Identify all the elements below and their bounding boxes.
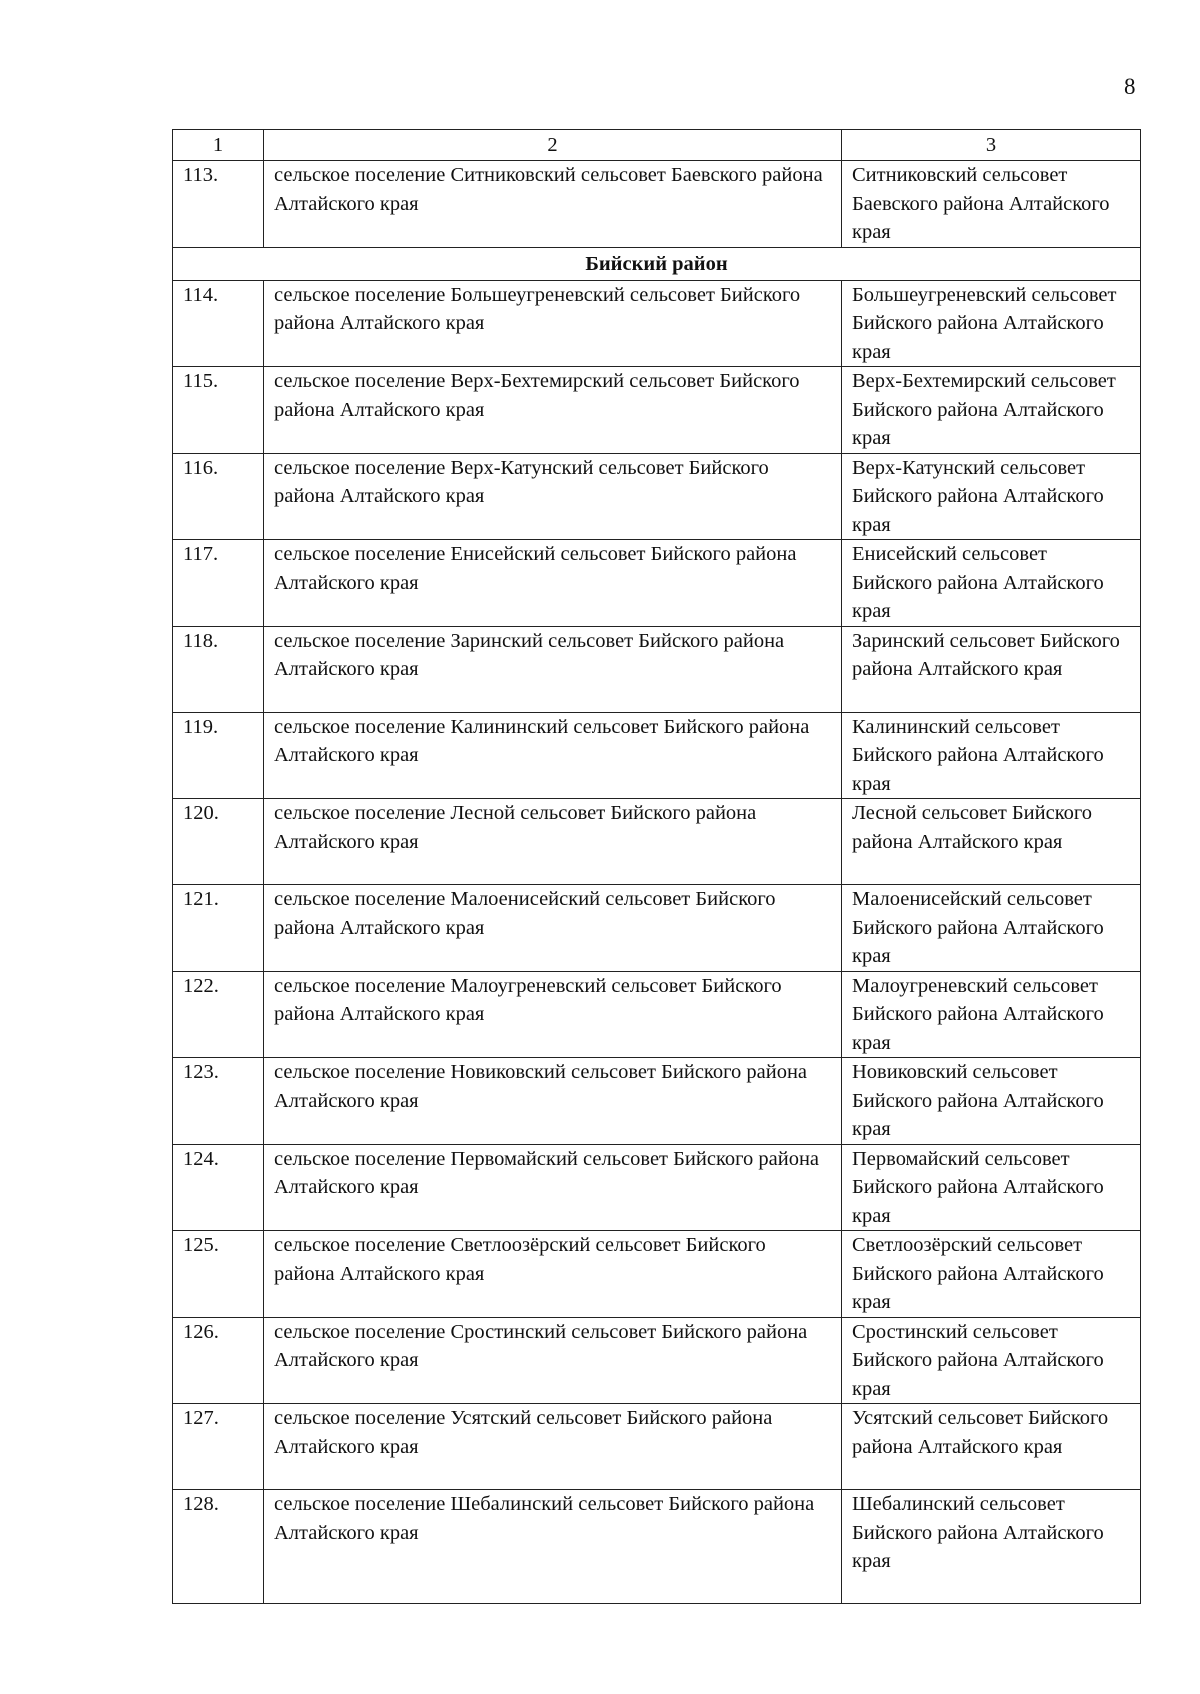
row-number: 121. — [173, 885, 264, 972]
settlement-full-name: сельское поселение Верх-Бехтемирский сельсовет Бийского района Алтайского края — [264, 367, 842, 454]
settlement-full-name: сельское поселение Новиковский сельсовет Бийского района Алтайского края — [264, 1058, 842, 1145]
settlement-short-name: Усятский сельсовет Бийского района Алтайского края — [842, 1404, 1141, 1490]
row-number: 126. — [173, 1317, 264, 1404]
settlement-full-name: сельское поселение Светлоозёрский сельсовет Бийского района Алтайского края — [264, 1231, 842, 1318]
settlement-full-name: сельское поселение Калининский сельсовет Бийского района Алтайского края — [264, 712, 842, 799]
table-row — [173, 1058, 1141, 1145]
table-row — [173, 1144, 1141, 1231]
column-header-2: 2 — [264, 130, 842, 161]
table-header-row — [173, 130, 1141, 161]
table-row — [173, 161, 1141, 248]
table-row — [173, 712, 1141, 799]
column-header-3: 3 — [842, 130, 1141, 161]
section-title: Бийский район — [173, 247, 1141, 280]
settlement-short-name: Енисейский сельсовет Бийского района Алтайского края — [842, 540, 1141, 627]
row-number: 117. — [173, 540, 264, 627]
row-number: 124. — [173, 1144, 264, 1231]
row-number: 114. — [173, 280, 264, 367]
row-number: 125. — [173, 1231, 264, 1318]
table-row — [173, 367, 1141, 454]
section-row — [173, 247, 1141, 280]
row-number: 127. — [173, 1404, 264, 1490]
settlement-full-name: сельское поселение Сростинский сельсовет Бийского района Алтайского края — [264, 1317, 842, 1404]
table-row — [173, 280, 1141, 367]
settlement-full-name: сельское поселение Верх-Катунский сельсовет Бийского района Алтайского края — [264, 453, 842, 540]
table-row — [173, 971, 1141, 1058]
settlement-short-name: Малоенисейский сельсовет Бийского района Алтайского края — [842, 885, 1141, 972]
settlement-full-name: сельское поселение Лесной сельсовет Бийского района Алтайского края — [264, 799, 842, 885]
column-header-1: 1 — [173, 130, 264, 161]
settlement-short-name: Заринский сельсовет Бийского района Алтайского края — [842, 626, 1141, 712]
table-row — [173, 1490, 1141, 1604]
settlement-short-name: Большеугреневский сельсовет Бийского района Алтайского края — [842, 280, 1141, 367]
row-number: 115. — [173, 367, 264, 454]
row-number: 128. — [173, 1490, 264, 1604]
settlement-short-name: Малоугреневский сельсовет Бийского района Алтайского края — [842, 971, 1141, 1058]
row-number: 123. — [173, 1058, 264, 1145]
table-row — [173, 453, 1141, 540]
row-number: 122. — [173, 971, 264, 1058]
settlement-short-name: Верх-Катунский сельсовет Бийского района Алтайского края — [842, 453, 1141, 540]
settlement-short-name: Первомайский сельсовет Бийского района Алтайского края — [842, 1144, 1141, 1231]
table-row — [173, 885, 1141, 972]
table-row — [173, 799, 1141, 885]
table-row — [173, 1404, 1141, 1490]
table-row — [173, 540, 1141, 627]
settlement-short-name: Светлоозёрский сельсовет Бийского района Алтайского края — [842, 1231, 1141, 1318]
table-row — [173, 1231, 1141, 1318]
settlement-short-name: Сростинский сельсовет Бийского района Алтайского края — [842, 1317, 1141, 1404]
settlements-table — [172, 129, 1141, 1604]
settlement-short-name: Шебалинский сельсовет Бийского района Алтайского края — [842, 1490, 1141, 1604]
settlement-full-name: сельское поселение Малоугреневский сельсовет Бийского района Алтайского края — [264, 971, 842, 1058]
settlement-short-name: Калининский сельсовет Бийского района Алтайского края — [842, 712, 1141, 799]
settlement-full-name: сельское поселение Шебалинский сельсовет Бийского района Алтайского края — [264, 1490, 842, 1604]
settlement-short-name: Верх-Бехтемирский сельсовет Бийского района Алтайского края — [842, 367, 1141, 454]
settlement-short-name: Ситниковский сельсовет Баевского района Алтайского края — [842, 161, 1141, 248]
settlement-short-name: Новиковский сельсовет Бийского района Алтайского края — [842, 1058, 1141, 1145]
settlement-full-name: сельское поселение Усятский сельсовет Бийского района Алтайского края — [264, 1404, 842, 1490]
row-number: 119. — [173, 712, 264, 799]
settlement-full-name: сельское поселение Большеугреневский сельсовет Бийского района Алтайского края — [264, 280, 842, 367]
row-number: 118. — [173, 626, 264, 712]
row-number: 116. — [173, 453, 264, 540]
settlement-short-name: Лесной сельсовет Бийского района Алтайского края — [842, 799, 1141, 885]
row-number: 113. — [173, 161, 264, 248]
row-number: 120. — [173, 799, 264, 885]
table-row — [173, 1317, 1141, 1404]
settlement-full-name: сельское поселение Первомайский сельсовет Бийского района Алтайского края — [264, 1144, 842, 1231]
settlement-full-name: сельское поселение Малоенисейский сельсовет Бийского района Алтайского края — [264, 885, 842, 972]
settlement-full-name: сельское поселение Енисейский сельсовет Бийского района Алтайского края — [264, 540, 842, 627]
page-number: 8 — [1124, 74, 1136, 99]
settlement-full-name: сельское поселение Ситниковский сельсовет Баевского района Алтайского края — [264, 161, 842, 248]
table-row — [173, 626, 1141, 712]
settlement-full-name: сельское поселение Заринский сельсовет Бийского района Алтайского края — [264, 626, 842, 712]
